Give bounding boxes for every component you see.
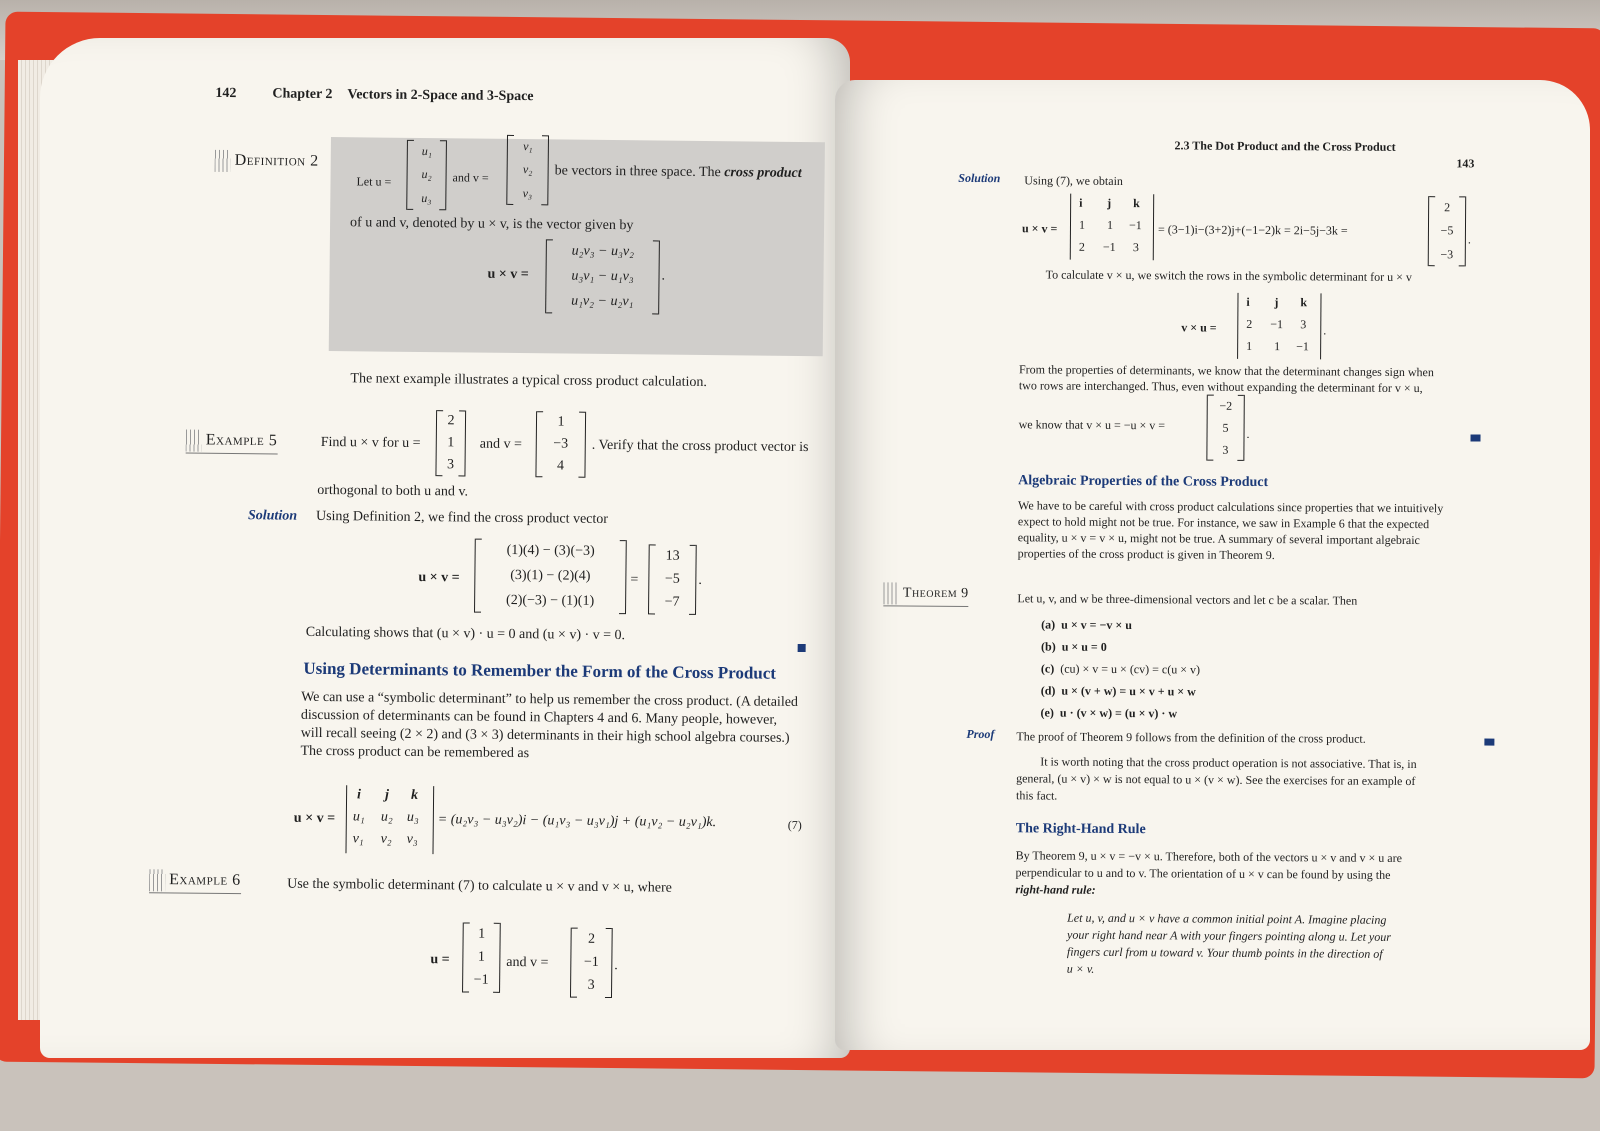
example5-v: 1 −3 4: [535, 411, 586, 478]
end-proof-square-icon: [798, 644, 806, 652]
theorem-text: Let u, v, and w be three-dimensional vectors and let c be a scalar. Then: [1017, 591, 1358, 608]
equation-number: (7): [787, 817, 802, 833]
theorem-item: (a) u × v = −v × u: [1041, 617, 1132, 633]
example5-label: Example 5: [186, 430, 278, 455]
vxu-label: v × u =: [1181, 320, 1217, 335]
algebraic-heading: Algebraic Properties of the Cross Product: [1018, 473, 1269, 491]
cross-product-definition: u₂v₃ − u₃v₂ u₃v₁ − u₁v₃ u₁v₂ − u₂v₁: [545, 239, 660, 314]
section-title: 2.3 The Dot Product and the Cross Product: [1174, 138, 1396, 154]
chapter-title: Vectors in 2-Space and 3-Space: [347, 87, 534, 105]
rhr-quote: Let u, v, and u × v have a common initial point A. Imagine placing your right hand near A with your fingers pointing along u. Let your fingers curl from u toward v. Your thumb points in the direction of u × v.: [1066, 910, 1391, 976]
section-heading: Using Determinants to Remember the Form of the Cross Product: [303, 658, 777, 683]
example6-label: Example 6: [149, 869, 241, 894]
assoc-paragraph: It is worth noting that the cross product operation is not associative. That is, in general, (u × v) × w is not equal to u × (v × w). See the exercises for an example of this fact.: [1015, 754, 1417, 803]
expansion: = (3−1)i−(3+2)j+(−1−2)k = 2i−5j−3k =: [1157, 222, 1348, 238]
section-paragraph: We can use a “symbolic determinant” to help us remember the cross product. (A detailed discussion of determinants can be found in Chapters 4 and 6. Many people, however, will recall seeing (2 × 2) and (3 × 3) determinants in their high school algebra courses.) The cross product can be remembered as: [300, 689, 799, 762]
example5-calc: Calculating shows that (u × v) · u = 0 and (u × v) · v = 0.: [305, 624, 626, 644]
theorem-item: (e) u · (v × w) = (u × v) · w: [1040, 705, 1178, 721]
example5-result: 13 −5 −7: [648, 544, 697, 614]
left-page: 142 Chapter 2 Vectors in 2-Space and 3-Space Definition 2 Let u = u₁ u₂ u₃ and v = v₁ v₂ v₃ be vectors in three space. The cross product of u and v, denoted by u × v, is the vector given by u × v = u₂v₃ − u₃v₂ u₃v₁ − u₁v₃ u₁v₂ − u₂v₁ . The next example illustrates a typical cross product calculation. Example 5 Find u × v for u = 2 1 3 and v = 1 −3 4 . Verify that the cross product vector is orthogonal to both u and v. Solution Using Definition 2, we find the cross product vector u × v = (1)(4) − (3)(−3) (3)(1) − (2)(4) (2)(−3) − (1)(1) = 13 −5 −7 . Calculating shows that (u × v) · u = 0 and (u × v) · v = 0. Using Determinants to Remember the Form of the Cross Product We can use a “symbolic determinant” to help us remember the cross product. (A detailed discussion of determinants can be found in Chapters 4 and 6. Many people, however, will recall seeing (2 × 2) and (3 × 3) determinants in their high school algebra courses.) The cross product can be remembered as u × v = i j k u₁ u₂ u₃ v₁ v₂ v₃ = (u₂v₃ − u₃v₂)i − (u₁v₃ − u₃v₁)j + (u₁v₂ − u₂v₁)k. (7) Example 6 Use the symbolic determinant (7) to calculate u × v and v × u, where u = 1 1 −1 and v = 2 −1 3 .: [40, 38, 850, 1058]
example5-find: Find u × v for u =: [320, 434, 421, 452]
example6-and-v: and v =: [506, 954, 549, 971]
algebraic-paragraph: We have to be careful with cross product calculations since properties that we intuitively expect to hold might not be true. For instance, we saw in Example 6 that the expected equality, u × v = v × u, might not be true. A summary of several important algebraic properties of the cross product is given in Theorem 9.: [1017, 498, 1444, 563]
example6-v: 2 −1 3: [570, 928, 613, 998]
rhr-paragraph: By Theorem 9, u × v = −v × u. Therefore, both of the vectors u × v and v × u are perpendicular to u and to v. The orientation of u × v can be found by using the right-hand rule:: [1015, 848, 1403, 897]
end-proof-square-icon: [1470, 434, 1480, 441]
proof-text: The proof of Theorem 9 follows from the definition of the cross product.: [1016, 729, 1366, 746]
props-paragraph: From the properties of determinants, we know that the determinant changes sign when two rows are interchanged. Thus, even without expanding the determinant for v × u,: [1018, 362, 1434, 396]
def-uxv-label: u × v =: [487, 266, 529, 283]
example6-u-label: u =: [430, 952, 450, 968]
proof-label: Proof: [966, 726, 995, 742]
switch-text: To calculate v × u, we switch the rows in the symbolic determinant for u × v: [1045, 267, 1412, 285]
def-let-u: Let u =: [356, 174, 392, 189]
end-proof-square-icon: [1484, 739, 1494, 746]
page-number: 142: [215, 85, 237, 102]
theorem-item: (d) u × (v + w) = u × v + u × w: [1040, 683, 1196, 699]
solution-label: Solution: [247, 508, 298, 524]
right-page: 2.3 The Dot Product and the Cross Product 143 Solution Using (7), we obtain u × v = i j k 1 1 −1 2 −1 3 = (3−1)i−(3+2)j+(−1−2)k = 2i−5j−3k = 2 −5 −3 . To calculate v × u, we switch the rows in the symbolic determinant for u × v v × u = i j k 2 −1 3 1 1 −1 . From the properties of determinants, we know that the determinant changes sign when two rows are interchanged. Thus, even without expanding the determinant for v × u, we know that v × u = −u × v = −2 5 3 . Algebraic Properties of the Cross Product We have to be careful with cross product calculations since properties that we intuitively expect to hold might not be true. For instance, we saw in Example 6 that the expected equality, u × v = v × u, might not be true. A summary of several important algebraic properties of the cross product is given in Theorem 9. Theorem 9 Let u, v, and w be three-dimensional vectors and let c be a scalar. Then (a) u × v = −v × u (b) u × u = 0 (c) (cu) × v = u × (cv) = c(u × v) (d) u × (v + w) = u × v + u × w (e) u · (v × w) = (u × v) · w Proof The proof of Theorem 9 follows from the definition of the cross product. It is worth noting that the cross product operation is not associative. That is, in general, (u × v) × w is not equal to u × (v × w). See the exercises for an example of this fact. The Right-Hand Rule By Theorem 9, u × v = −v × u. Therefore, both of the vectors u × v and v × u are perpendicular to u and to v. The orientation of u × v can be found by using the right-hand rule: Let u, v, and u × v have a common initial point A. Imagine placing your right hand near A with your fingers pointing along u. Let your fingers curl from u toward v. Your thumb points in the direction of u × v.: [835, 80, 1590, 1050]
theorem-list: [1041, 613, 1201, 724]
theorem-item: (c) (cu) × v = u × (cv) = c(u × v): [1040, 661, 1201, 677]
example5-cont: orthogonal to both u and v.: [317, 482, 469, 500]
symbolic-determinant: i j k u₁ u₂ u₃ v₁ v₂ v₃: [345, 785, 434, 854]
chapter-label: Chapter 2: [272, 86, 333, 103]
symbolic-expansion: = (u₂v₃ − u₃v₂)i − (u₁v₃ − u₃v₁)j + (u₁v₂ − u₂v₁)k.: [437, 812, 717, 831]
def-text: be vectors in three space. The cross product: [554, 163, 802, 181]
symbolic-uxv-label: u × v =: [293, 810, 336, 827]
determinant-uxv: i j k 1 1 −1 2 −1 3: [1070, 194, 1154, 261]
example5-and-v: and v =: [479, 436, 522, 453]
solution-text: Using Definition 2, we find the cross product vector: [315, 508, 609, 527]
right-hand-rule-heading: The Right-Hand Rule: [1015, 821, 1146, 838]
solution-label: Solution: [958, 170, 1001, 186]
theorem-label: Theorem 9: [883, 582, 968, 607]
uxv-result: 2 −5 −3: [1428, 196, 1466, 266]
example6-text: Use the symbolic determinant (7) to calculate u × v and v × u, where: [287, 876, 672, 896]
def-and-v: and v =: [452, 170, 489, 185]
v-vector: v₁ v₂ v₃: [506, 135, 549, 205]
determinant-vxu: i j k 2 −1 3 1 1 −1: [1237, 293, 1321, 360]
example5-computation: (1)(4) − (3)(−3) (3)(1) − (2)(4) (2)(−3) − (1)(1): [474, 539, 627, 615]
neg-result: −2 5 3: [1206, 395, 1244, 461]
ex5-uxv-label: u × v =: [418, 569, 460, 586]
page-number: 143: [1456, 156, 1475, 171]
intro-text: The next example illustrates a typical cross product calculation.: [350, 371, 708, 391]
example5-u: 2 1 3: [435, 410, 466, 476]
example6-u: 1 1 −1: [462, 922, 501, 992]
solution-text: Using (7), we obtain: [1024, 173, 1124, 189]
example5-verify: . Verify that the cross product vector is: [591, 437, 809, 456]
def-line2: of u and v, denoted by u × v, is the vector given by: [350, 215, 634, 234]
we-know-text: we know that v × u = −u × v =: [1018, 417, 1166, 433]
definition-label: Definition 2: [215, 150, 319, 173]
uxv-label: u × v =: [1021, 221, 1058, 236]
label-bars-icon: [215, 150, 231, 172]
theorem-item: (b) u × u = 0: [1041, 639, 1107, 654]
u-vector: u₁ u₂ u₃: [406, 140, 447, 210]
